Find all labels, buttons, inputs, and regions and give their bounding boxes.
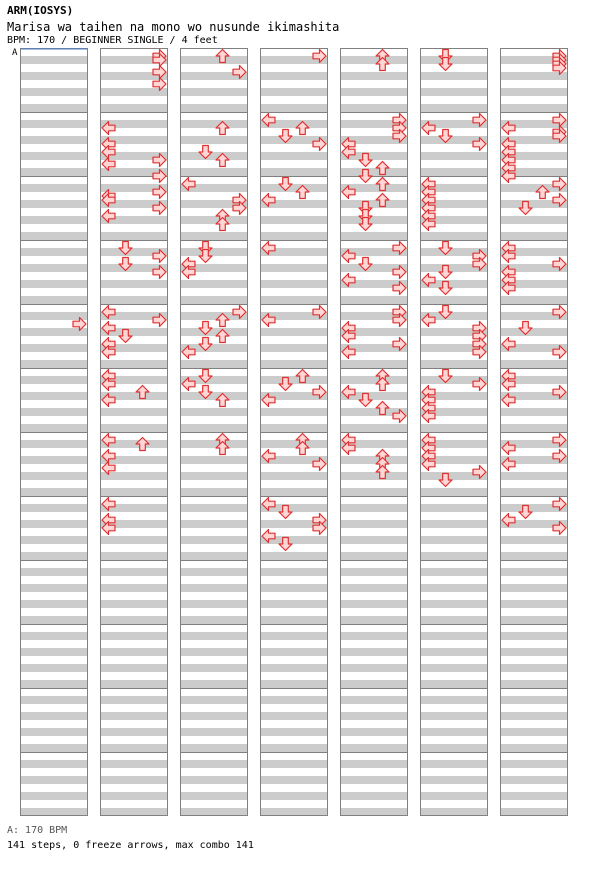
beat-stripe [20,408,88,416]
beat-stripe [500,232,568,240]
beat-stripe [500,216,568,224]
beat-stripe [420,296,488,304]
beat-stripe [500,760,568,768]
beat-stripe [420,424,488,432]
beat-stripe [500,360,568,368]
beat-stripe [260,344,328,352]
beat-stripe [100,536,168,544]
beat-stripe [260,792,328,800]
beat-stripe [500,536,568,544]
beat-stripe [20,328,88,336]
beat-stripe [260,104,328,112]
beat-stripe [500,776,568,784]
beat-stripe [500,88,568,96]
chart-column [420,48,488,816]
beat-stripe [180,664,248,672]
beat-stripe [180,792,248,800]
beat-stripe [260,552,328,560]
beat-stripe [100,296,168,304]
beat-stripe [20,248,88,256]
beat-stripe [420,584,488,592]
step-stats: 141 steps, 0 freeze arrows, max combo 141 [7,840,254,851]
beat-stripe [20,552,88,560]
beat-stripe [100,680,168,688]
beat-stripe [260,408,328,416]
beat-stripe [340,216,408,224]
beat-stripe [20,472,88,480]
beat-stripe [500,728,568,736]
beat-stripe [260,488,328,496]
beat-stripe [500,664,568,672]
beat-stripe [100,616,168,624]
beat-stripe [100,696,168,704]
beat-stripe [20,504,88,512]
beat-stripe [420,760,488,768]
beat-stripe [260,264,328,272]
beat-stripe [500,472,568,480]
beat-stripe [20,648,88,656]
beat-stripe [180,280,248,288]
beat-stripe [340,616,408,624]
beat-stripe [20,680,88,688]
beat-stripe [420,520,488,528]
beat-stripe [500,808,568,816]
beat-stripe [260,664,328,672]
beat-stripe [420,152,488,160]
beat-stripe [340,72,408,80]
beat-stripe [180,504,248,512]
beat-stripe [20,728,88,736]
beat-stripe [180,392,248,400]
beat-stripe [340,744,408,752]
chart-column [340,48,408,816]
beat-stripe [340,664,408,672]
beat-stripe [500,648,568,656]
beat-stripe [500,744,568,752]
beat-stripe [100,584,168,592]
beat-stripe [100,280,168,288]
beat-stripe [340,168,408,176]
beat-stripe [20,88,88,96]
beat-stripe [260,776,328,784]
beat-stripe [420,72,488,80]
beat-stripe [340,472,408,480]
beat-stripe [340,456,408,464]
beat-stripe [180,136,248,144]
beat-stripe [420,632,488,640]
beat-stripe [420,504,488,512]
beat-stripe [340,728,408,736]
beat-stripe [20,696,88,704]
chart-info: BPM: 170 / BEGINNER SINGLE / 4 feet [7,35,218,46]
beat-stripe [420,648,488,656]
beat-stripe [340,808,408,816]
beat-stripe [180,232,248,240]
beat-stripe [500,424,568,432]
beat-stripe [100,728,168,736]
beat-stripe [500,616,568,624]
beat-stripe [20,392,88,400]
beat-stripe [180,472,248,480]
beat-stripe [340,552,408,560]
beat-stripe [340,424,408,432]
beat-stripe [260,232,328,240]
beat-stripe [420,664,488,672]
beat-stripe [260,584,328,592]
beat-stripe [180,760,248,768]
beat-stripe [180,616,248,624]
beat-stripe [180,360,248,368]
beat-stripe [340,632,408,640]
beat-stripe [420,744,488,752]
beat-stripe [100,424,168,432]
beat-stripe [500,328,568,336]
bpm-marker: A [12,48,18,58]
beat-stripe [100,232,168,240]
beat-stripe [260,712,328,720]
beat-stripe [260,744,328,752]
beat-stripe [340,88,408,96]
beat-stripe [180,56,248,64]
beat-stripe [100,88,168,96]
artist-name: ARM(IOSYS) [7,4,74,17]
beat-stripe [500,552,568,560]
beat-stripe [20,616,88,624]
beat-stripe [180,296,248,304]
beat-stripe [340,584,408,592]
beat-stripe [500,72,568,80]
beat-stripe [180,728,248,736]
beat-stripe [260,296,328,304]
beat-stripe [180,600,248,608]
beat-stripe [180,680,248,688]
beat-stripe [420,88,488,96]
beat-stripe [20,264,88,272]
beat-stripe [100,712,168,720]
beat-stripe [100,648,168,656]
beat-stripe [340,488,408,496]
beat-stripe [20,488,88,496]
beat-stripe [500,712,568,720]
beat-stripe [340,760,408,768]
beat-stripe [20,312,88,320]
beat-stripe [20,56,88,64]
beat-stripe [260,680,328,688]
beat-stripe [180,104,248,112]
beat-stripe [20,168,88,176]
beat-stripe [260,696,328,704]
beat-stripe [500,408,568,416]
beat-stripe [420,56,488,64]
beat-stripe [340,696,408,704]
beat-stripe [20,120,88,128]
beat-stripe [260,472,328,480]
beat-stripe [20,184,88,192]
beat-stripe [20,792,88,800]
beat-stripe [100,408,168,416]
beat-stripe [180,536,248,544]
beat-stripe [260,376,328,384]
chart-column [260,48,328,816]
beat-stripe [340,712,408,720]
beat-stripe [100,808,168,816]
beat-stripe [340,600,408,608]
beat-stripe [420,808,488,816]
beat-stripe [100,760,168,768]
beat-stripe [180,696,248,704]
chart-column [180,48,248,816]
beat-stripe [20,632,88,640]
beat-stripe [180,216,248,224]
beat-stripe [20,776,88,784]
beat-stripe [20,216,88,224]
beat-stripe [500,792,568,800]
beat-stripe [20,584,88,592]
beat-stripe [260,280,328,288]
beat-stripe [180,408,248,416]
beat-stripe [180,440,248,448]
beat-stripe [420,680,488,688]
beat-stripe [180,168,248,176]
beat-stripe [20,600,88,608]
beat-stripe [180,152,248,160]
beat-stripe [180,648,248,656]
beat-stripe [20,568,88,576]
beat-stripe [100,488,168,496]
beat-stripe [20,424,88,432]
beat-stripe [180,552,248,560]
beat-stripe [420,488,488,496]
beat-stripe [20,344,88,352]
beat-stripe [180,424,248,432]
beat-stripe [500,632,568,640]
beat-stripe [180,120,248,128]
beat-stripe [420,232,488,240]
beat-stripe [180,248,248,256]
beat-stripe [180,568,248,576]
beat-stripe [180,808,248,816]
beat-stripe [100,552,168,560]
beat-stripe [20,808,88,816]
beat-stripe [260,216,328,224]
beat-stripe [340,792,408,800]
beat-stripe [180,456,248,464]
beat-stripe [20,712,88,720]
beat-stripe [420,360,488,368]
chart-column [20,48,88,816]
beat-stripe [420,600,488,608]
beat-stripe [180,712,248,720]
beat-stripe [420,696,488,704]
beat-stripe [20,456,88,464]
beat-stripe [260,808,328,816]
beat-stripe [180,88,248,96]
beat-stripe [260,424,328,432]
beat-stripe [260,168,328,176]
beat-stripe [500,696,568,704]
beat-stripe [100,360,168,368]
beat-stripe [420,712,488,720]
beat-stripe [500,568,568,576]
beat-stripe [180,488,248,496]
beat-stripe [20,536,88,544]
beat-stripe [20,760,88,768]
beat-stripe [260,440,328,448]
beat-stripe [340,56,408,64]
beat-stripe [420,104,488,112]
beat-stripe [500,488,568,496]
beat-stripe [340,536,408,544]
song-title: Marisa wa taihen na mono wo nusunde ikimashita [7,20,340,34]
beat-stripe [260,632,328,640]
beat-stripe [260,760,328,768]
beat-stripe [20,200,88,208]
beat-stripe [340,776,408,784]
beat-stripe [100,568,168,576]
beat-stripe [340,360,408,368]
beat-stripe [340,104,408,112]
beat-stripe [20,440,88,448]
beat-stripe [100,472,168,480]
beat-stripe [260,600,328,608]
beat-stripe [420,168,488,176]
beat-stripe [340,376,408,384]
beat-stripe [260,88,328,96]
beat-stripe [260,568,328,576]
beat-stripe [260,72,328,80]
beat-stripe [100,776,168,784]
beat-stripe [20,296,88,304]
beat-stripe [340,200,408,208]
beat-stripe [500,104,568,112]
beat-stripe [340,520,408,528]
beat-stripe [420,552,488,560]
beat-stripe [180,632,248,640]
beat-stripe [420,616,488,624]
beat-stripe [340,680,408,688]
beat-stripe [340,568,408,576]
beat-stripe [420,568,488,576]
beat-stripe [20,664,88,672]
beat-stripe [100,600,168,608]
beat-stripe [260,728,328,736]
beat-stripe [260,328,328,336]
beat-stripe [260,184,328,192]
beat-stripe [180,744,248,752]
beat-stripe [100,792,168,800]
beat-stripe [260,616,328,624]
beat-stripe [340,296,408,304]
beat-stripe [20,104,88,112]
beat-stripe [420,536,488,544]
beat-stripe [500,296,568,304]
beat-stripe [100,104,168,112]
beat-stripe [260,152,328,160]
beat-stripe [100,664,168,672]
beat-stripe [20,232,88,240]
beat-stripe [420,728,488,736]
beat-stripe [180,328,248,336]
beat-stripe [420,776,488,784]
beat-stripe [20,360,88,368]
beat-stripe [420,792,488,800]
beat-stripe [340,232,408,240]
beat-stripe [20,136,88,144]
beat-stripe [180,584,248,592]
beat-stripe [20,72,88,80]
beat-stripe [180,776,248,784]
beat-stripe [500,600,568,608]
beat-stripe [500,584,568,592]
beat-stripe [20,520,88,528]
beat-stripe [20,744,88,752]
bpm-note: A: 170 BPM [7,825,68,836]
beat-stripe [340,504,408,512]
beat-stripe [20,376,88,384]
beat-stripe [260,360,328,368]
beat-stripe [20,152,88,160]
beat-stripe [500,680,568,688]
beat-stripe [100,744,168,752]
beat-stripe [260,648,328,656]
beat-stripe [340,648,408,656]
beat-stripe [180,520,248,528]
beat-stripe [20,280,88,288]
beat-stripe [100,632,168,640]
